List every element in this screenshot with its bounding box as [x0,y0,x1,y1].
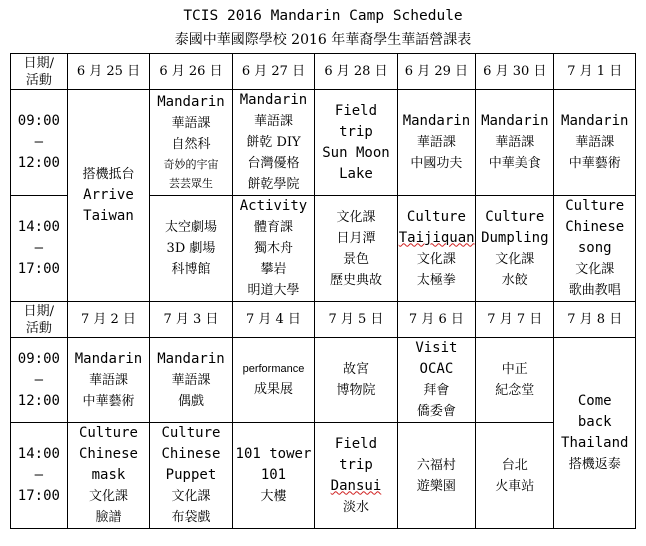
cell-text: Dumpling [481,229,549,246]
week1-morning-row [11,90,636,196]
header-label-line: 日期/ [23,303,55,319]
activity-cell [232,90,315,196]
cell-text: Puppet [165,467,217,483]
activity-cell [397,338,475,423]
cell-text: Visit [415,340,458,356]
activity-cell [315,196,398,302]
date-cell: 6 月 29 日 [397,54,475,90]
header-label-line: 日期/ [23,55,55,71]
date-cell: 7 月 5 日 [315,302,398,338]
cell-text: Chinese [565,219,625,235]
cell-text: song [577,240,612,256]
date-cell: 6 月 28 日 [315,54,398,90]
activity-cell [150,423,233,529]
date-cell: 7 月 2 日 [67,302,150,338]
cell-text: 拜會 [423,383,450,398]
cell-text: 獨木舟 [253,241,293,256]
schedule-table [10,53,636,529]
schedule-title-en: TCIS 2016 Mandarin Camp Schedule [183,8,463,24]
cell-text: 華語課 [171,116,211,131]
cell-text: Field [334,435,378,452]
cell-text: 故宮 [342,362,369,377]
time-dash: – [34,240,44,256]
time-start: 14:00 [17,219,60,235]
cell-text: OCAC [419,361,454,377]
cell-text: trip [339,456,373,473]
cell-text: 成果展 [253,382,293,397]
date-cell: 7 月 3 日 [150,302,233,338]
time-cell-afternoon [11,196,68,302]
time-start: 09:00 [17,350,60,367]
cell-text: Mandarin [74,350,143,367]
cell-text: 景色 [342,251,369,267]
cell-text: 太空劇場 [164,220,217,235]
cell-text: back [577,414,612,430]
cell-text: 體育課 [253,220,293,235]
time-start: 14:00 [17,446,60,462]
time-start: 09:00 [17,113,60,129]
cell-text: Culture [565,198,625,214]
activity-cell [397,196,475,302]
date-cell: 6 月 27 日 [232,54,315,90]
cell-text: Culture [406,208,466,225]
date-cell: 7 月 7 日 [476,302,554,338]
cell-text: 文化課 [495,251,535,267]
cell-text: 六福村 [416,457,456,473]
time-cell-morning [11,338,68,423]
activity-cell [67,338,150,423]
arrive-taiwan-cell [67,90,150,302]
cell-text: 文化課 [416,251,456,267]
cell-text: 中華美食 [488,156,541,171]
cell-text: Mandarin [481,113,549,129]
schedule-title-zh: 泰國中華國際學校 2016 年華裔學生華語營課表 [174,32,472,48]
cell-text: 太極拳 [416,272,456,288]
activity-cell [476,196,554,302]
time-end: 17:00 [17,488,60,504]
activity-cell [315,90,398,196]
cell-text: mask [91,467,126,483]
cell-text: 水餃 [501,272,528,288]
cell-text: Mandarin [157,350,225,367]
cell-text: 華語課 [88,372,128,388]
header-label-cell [11,302,68,338]
cell-text: Taijiquan [398,229,475,246]
time-dash: – [34,467,44,483]
cell-text: 奇妙的宇宙 [163,158,219,171]
cell-text: Activity [239,198,308,214]
cell-text: Sun Moon [322,144,390,161]
header-label-line: 活動 [25,320,52,336]
activity-cell [150,90,233,196]
cell-text: Mandarin [561,113,629,129]
date-cell: 7 月 6 日 [397,302,475,338]
cell-text: 3D 劇場 [166,241,216,256]
cell-text: 文化課 [88,489,128,504]
cell-text: 明道大學 [247,283,300,298]
cell-text: 華語課 [416,135,456,150]
cell-text: 文化課 [171,489,211,504]
cell-text: Come [577,393,612,409]
cell-text: 台灣優格 [247,156,300,171]
activity-cell [150,338,233,423]
cell-text: 101 [260,467,287,483]
activity-cell [554,196,636,302]
week2-afternoon-row [11,423,636,529]
cell-text: Field [334,102,378,119]
week1-header-row [11,54,636,90]
time-end: 17:00 [17,261,60,277]
week2-morning-row [11,338,636,423]
time-cell-afternoon [11,423,68,529]
cell-text: 中華藝術 [568,156,621,171]
date-cell: 6 月 25 日 [67,54,150,90]
cell-text: trip [339,123,373,140]
cell-text: 華語課 [171,372,211,388]
activity-cell [476,338,554,423]
cell-text: Chinese [161,446,221,462]
activity-cell [232,196,315,302]
cell-text: 淡水 [342,499,369,515]
cell-text: 僑委會 [416,404,456,419]
cell-text: 餅乾學院 [247,177,300,192]
week2-header-row [11,302,636,338]
cell-text: Culture [78,425,138,441]
cell-text: 中華藝術 [82,393,135,409]
cell-text: 臉譜 [95,510,122,525]
cell-text: 中國功夫 [410,156,463,171]
cell-text: Culture [161,425,221,441]
cell-text: 遊樂園 [416,478,456,494]
cell-text: 台北 [501,457,528,473]
date-cell: 7 月 1 日 [554,54,636,90]
cell-text: 中正 [501,362,528,377]
cell-text: 101 tower [235,446,312,462]
cell-text: 餅乾 DIY [246,135,301,150]
cell-text: 華語課 [575,135,615,150]
time-dash: – [34,134,44,150]
time-dash: – [34,371,44,388]
cell-text: 偶戲 [177,393,204,409]
activity-cell [232,423,315,529]
activity-cell [67,423,150,529]
cell-text: Arrive [83,187,134,203]
cell-text: Chinese [78,446,138,462]
date-cell: 7 月 8 日 [554,302,636,338]
cell-text: Taiwan [83,208,134,224]
activity-cell [150,196,233,302]
cell-text: 科博館 [171,262,211,277]
date-cell: 7 月 4 日 [232,302,315,338]
activity-cell [232,338,315,423]
cell-text: Culture [485,208,545,225]
time-end: 12:00 [17,155,60,171]
activity-cell [397,423,475,529]
activity-cell [476,90,554,196]
cell-text: 歷史典故 [329,272,382,288]
cell-text: Dansui [330,477,382,494]
cell-text: 博物院 [336,383,376,398]
cell-text: 搭機返泰 [568,457,621,472]
cell-text: 自然科 [171,137,211,152]
activity-cell [554,90,636,196]
cell-text: Mandarin [157,94,225,110]
time-end: 12:00 [17,392,60,409]
activity-cell [476,423,554,529]
cell-text: 大樓 [260,489,287,504]
cell-text: Thailand [561,435,629,451]
cell-text: 文化課 [575,262,615,277]
cell-text: 歌曲教唱 [568,283,621,298]
cell-text: 華語課 [253,114,293,129]
cell-text: 搭機抵台 [82,167,135,182]
activity-cell [315,338,398,423]
cell-text: Mandarin [239,92,308,108]
cell-text: 日月潭 [336,230,376,246]
date-cell: 6 月 26 日 [150,54,233,90]
cell-text: 芸芸眾生 [168,177,213,190]
cell-text: 攀岩 [260,262,287,277]
date-cell: 6 月 30 日 [476,54,554,90]
cell-text: 華語課 [495,135,535,150]
cell-text: 火車站 [495,478,535,494]
header-label-cell [11,54,68,90]
cell-text: Mandarin [402,113,471,129]
cell-text: 文化課 [336,209,376,225]
depart-thailand-cell [554,338,636,529]
activity-cell [397,90,475,196]
cell-text: 紀念堂 [495,383,535,398]
activity-cell [315,423,398,529]
cell-text: Lake [339,165,373,182]
cell-text: 布袋戲 [171,510,211,525]
time-cell-morning [11,90,68,196]
header-label-line: 活動 [25,72,52,88]
cell-text: performance [242,363,305,375]
